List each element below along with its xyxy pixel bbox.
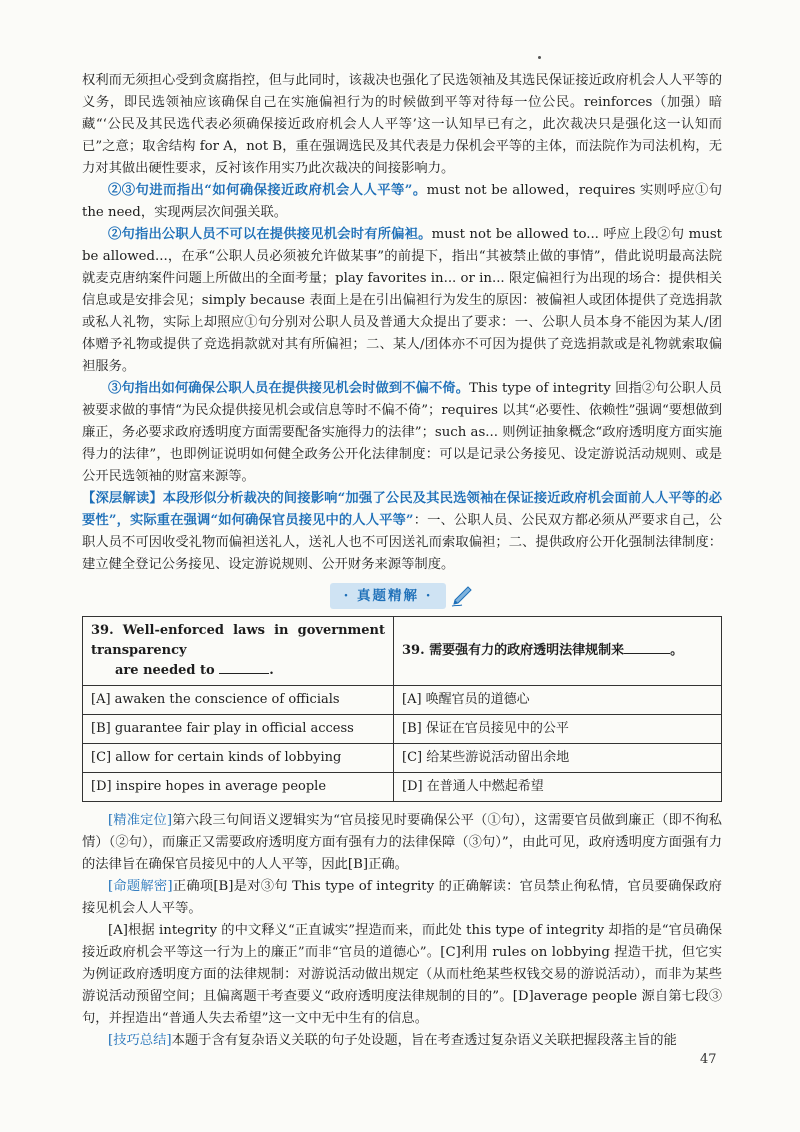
paragraph-1: 权利而无须担心受到贪腐指控，但与此同时，该裁决也强化了民选领袖及其选民保证接近政府机会人人平等的义务，即民选领袖应该确保自己在实施偏袒行为的时候做到平等对待每一位公民。reinforces（加强）暗藏“‘公民及其民选代表必须确保接近政府机会人人平等’这一认知早已有之，此次裁决只是强化这一认知而已”之意；取舍结构 for A，not B，重在强调选民及其代表是力保机会平等的主体，而法院作为司法机构，无力对其做出硬性要求，反衬该作用实乃此次裁决的间接影响力。: [82, 73, 722, 176]
table-row: [83, 744, 722, 773]
analysis-3: [A]根据 integrity 的中文释义“正直诚实”捏造而来，而此处 this type of integrity 却指的是“官员确保接近政府机会平等这一行为上的廉正”而非“官员的道德心”。[C]利用 rules on lobbying 捏造干扰，但它实为例证政府透明度方面的法律规制：对游说活动做出规定（从而杜绝某些权钱交易的游说活动），而非为某些游说活动预留空间；且偏离题干考查要义“政府透明度法律规制的目的”。[D]average people 源自第七段③句，并捏造出“普通人失去希望”这一文中无中生有的信息。: [82, 923, 722, 1026]
table-row: [83, 773, 722, 802]
paragraph-3: [82, 224, 722, 378]
option-d-en: [D] inspire hopes in average people: [83, 773, 394, 802]
paragraph-5: [82, 488, 722, 576]
question-zh-stem-a: 39. 需要强有力的政府透明法律规制来: [402, 643, 625, 658]
page-number: 47: [700, 1052, 717, 1067]
analysis-2: [82, 876, 722, 920]
analysis-2-tag: [命题解密]: [108, 879, 173, 894]
option-b-zh: [B] 保证在官员接见中的公平: [394, 715, 722, 744]
answer-blank: [219, 661, 269, 674]
option-a-en: [A] awaken the conscience of officials: [83, 686, 394, 715]
question-en-stem-a: 39. Well-enforced laws in government transparency: [91, 623, 385, 658]
highlight-4: ③句指出如何确保公职人员在提供接见机会时做到不偏不倚。: [108, 381, 470, 396]
analysis-2-text: 正确项[B]是对③句 This type of integrity 的正确解读：官员禁止徇私情，官员要确保政府接见机会人人平等。: [82, 879, 722, 916]
pen-icon: [450, 584, 474, 608]
section-title-label: · 真题精解 ·: [330, 583, 447, 609]
table-row: [83, 617, 722, 686]
table-row: [83, 715, 722, 744]
decorative-dot: [538, 56, 541, 59]
section-title: [82, 584, 722, 608]
paragraph-2-rest: must not be allowed，requires 实则呼应①句 the need，实现两层次间强关联。: [82, 183, 723, 220]
paragraph-3-rest: must not be allowed to... 呼应上段②句 must be allowed...，在承“公职人员必须被允许做某事”的前提下，指出“其被禁止做的事情”，借此说明最高法院就麦克唐纳案件问题上所做出的全面考量；play favorites in... or in... 限定偏袒行为出现的场合：提供相关信息或是安排会见；simply because 表面上是在引出偏袒行为发生的原因：被偏袒人或团体提供了竞选捐款或私人礼物，实际上却照应①句分别对公职人员及普通大众提出了要求：一、公职人员本身不能因为某人/团体赠予礼物或提供了竞选捐款就对其有所偏袒；二、某人/团体亦不可因为提供了竞选捐款或是礼物就索取偏袒服务。: [82, 227, 722, 374]
analysis-4-tag: [技巧总结]: [108, 1033, 172, 1048]
analysis-1-tag: [精准定位]: [108, 813, 173, 828]
question-zh: [394, 617, 722, 686]
question-en-stem-b: are needed to: [115, 663, 215, 678]
highlight-2: ②③句进而指出“如何确保接近政府机会人人平等”。: [108, 183, 427, 198]
analysis-1-text: 第六段三句间语义逻辑实为“官员接见时要确保公平（①句），这需要官员做到廉正（即不徇私情）（②句），而廉正又需要政府透明度方面有强有力的法律保障（③句）”，由此可见，政府透明度方面强有力的法律旨在确保官员接见中的人人平等，因此[B]正确。: [82, 813, 722, 872]
option-b-en: [B] guarantee fair play in official access: [83, 715, 394, 744]
table-row: [83, 686, 722, 715]
content-column: [82, 70, 722, 1052]
option-d-zh: [D] 在普通人中燃起希望: [394, 773, 722, 802]
option-a-zh: [A] 唤醒官员的道德心: [394, 686, 722, 715]
question-en: 39. Well-enforced laws in government transparency are needed to .: [83, 617, 394, 686]
analysis-4: [82, 1030, 722, 1052]
analysis-1: [82, 810, 722, 876]
question-zh-stem-b: 。: [670, 643, 684, 658]
deep-reading-highlight: 【深层解读】本段形似分析裁决的间接影响“加强了公民及其民选领袖在保证接近政府机会面前人人平等的必要性”，实际重在强调“如何确保官员接见中的人人平等”: [82, 491, 722, 528]
analysis-4-text: 本题于含有复杂语义关联的句子处设题，旨在考查透过复杂语义关联把握段落主旨的能: [171, 1033, 677, 1048]
option-c-en: [C] allow for certain kinds of lobbying: [83, 744, 394, 773]
highlight-3: ②句指出公职人员不可以在提供接见机会时有所偏袒。: [108, 227, 432, 242]
paragraph-4-rest: This type of integrity 回指②句公职人员被要求做的事情“为民众提供接见机会或信息等时不偏不倚”；requires 以其“必要性、依赖性”强调“要想做到廉正，务必要求政府透明度方面需要配备实施得力的法律”；such as... 则例证抽象概念“政府透明度方面实施得力的法律”，也即例证说明如何健全政务公开化法律制度：可以是记录公务接见、设定游说活动规则、或是公开民选领袖的财富来源等。: [82, 381, 723, 484]
paragraph-2: [82, 180, 722, 224]
answer-blank-zh: [624, 641, 670, 654]
paragraph-4: [82, 378, 722, 488]
paragraph-5-rest: ：一、公职人员、公民双方都必须从严要求自己，公职人员不可因收受礼物而偏袒送礼人，送礼人也不可因送礼而索取偏袒；二、提供政府公开化强制法律制度：建立健全登记公务接见、设定游说规则、公开财务来源等制度。: [82, 513, 723, 572]
question-table: [82, 616, 722, 802]
option-c-zh: [C] 给某些游说活动留出余地: [394, 744, 722, 773]
